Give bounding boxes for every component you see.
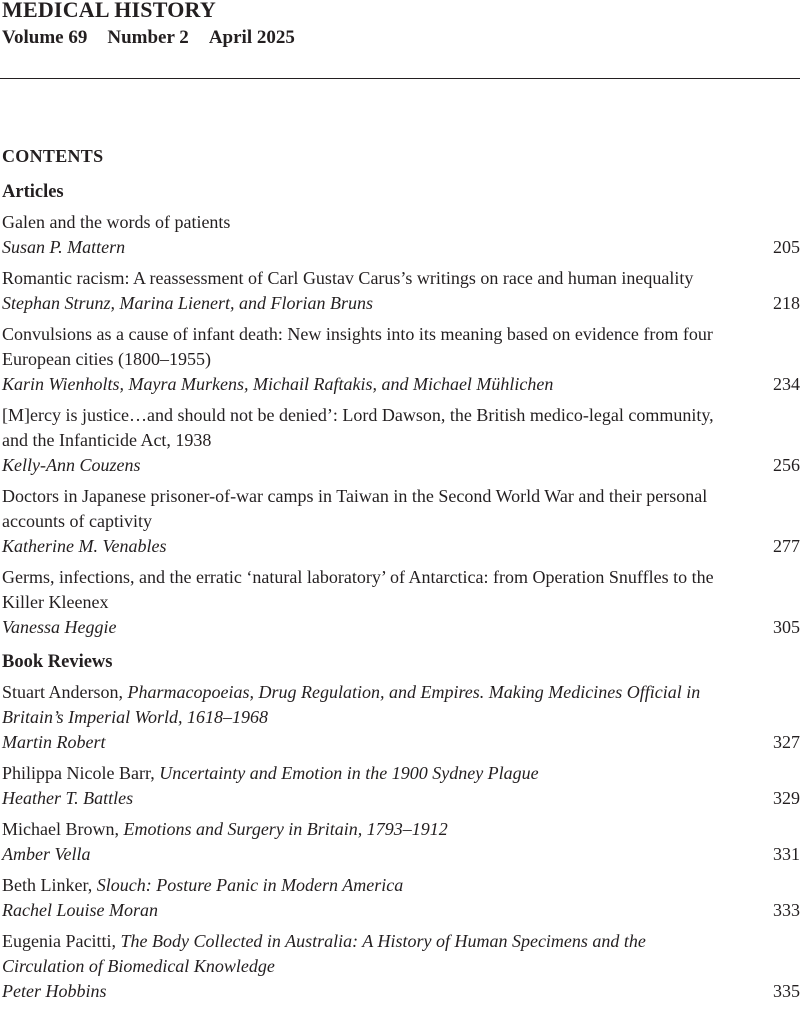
- review-entry[interactable]: [2, 761, 800, 811]
- article-title[interactable]: Romantic racism: A reassessment of Carl Gustav Carus’s writings on race and human inequality: [2, 268, 694, 288]
- page-number: 256: [773, 455, 800, 475]
- article-title[interactable]: Convulsions as a cause of infant death: New insights into its meaning based on evidence from four European cities (1800–1955): [2, 324, 713, 369]
- review-title[interactable]: [2, 817, 800, 842]
- book-author: Beth Linker,: [2, 875, 93, 895]
- article-authors: Susan P. Mattern: [2, 237, 126, 257]
- article-authors: Karin Wienholts, Mayra Murkens, Michail Raftakis, and Michael Mühlichen: [2, 374, 554, 394]
- contents-heading: CONTENTS: [2, 146, 104, 166]
- reviewer: Peter Hobbins: [2, 981, 107, 1001]
- page-number: 327: [773, 732, 800, 752]
- reviewer: Martin Robert: [2, 732, 106, 752]
- article-authors: Stephan Strunz, Marina Lienert, and Florian Bruns: [2, 293, 374, 313]
- number-label: Number 2: [107, 27, 189, 48]
- article-title[interactable]: [M]ercy is justice…and should not be denied’: Lord Dawson, the British medico-legal community, and the Infanticide Act, 1938: [2, 405, 714, 450]
- issue-info: [2, 27, 315, 49]
- article-entry[interactable]: [2, 322, 800, 397]
- book-title: Emotions and Surgery in Britain, 1793–1912: [123, 819, 448, 839]
- review-entry[interactable]: [2, 817, 800, 867]
- journal-title: MEDICAL HISTORY: [2, 0, 216, 22]
- reviewer: Rachel Louise Moran: [2, 900, 158, 920]
- review-entry[interactable]: [2, 929, 800, 1004]
- page-number: 331: [773, 844, 800, 864]
- article-entry[interactable]: [2, 210, 800, 260]
- page-number: 234: [773, 374, 800, 394]
- article-title[interactable]: Germs, infections, and the erratic ‘natural laboratory’ of Antarctica: from Operation Snuffles to the Killer Kleenex: [2, 567, 714, 612]
- book-title: The Body Collected in Australia: A History of Human Specimens and the Circulation of Biomedical Knowledge: [2, 931, 646, 976]
- page-number: 205: [773, 237, 800, 257]
- book-title: Slouch: Posture Panic in Modern America: [96, 875, 404, 895]
- page-number: 218: [773, 293, 800, 313]
- article-entry[interactable]: [2, 565, 800, 640]
- article-authors: Vanessa Heggie: [2, 617, 117, 637]
- reviewer: Heather T. Battles: [2, 788, 134, 808]
- review-title[interactable]: [2, 873, 800, 898]
- book-author: Eugenia Pacitti,: [2, 931, 116, 951]
- page-number: 333: [773, 900, 800, 920]
- page-number: 277: [773, 536, 800, 556]
- review-entry[interactable]: [2, 873, 800, 923]
- review-entry[interactable]: [2, 680, 800, 755]
- articles-heading: Articles: [2, 182, 64, 202]
- article-authors: Kelly-Ann Couzens: [2, 455, 141, 475]
- book-reviews-heading: Book Reviews: [2, 652, 113, 672]
- book-title: Pharmacopoeias, Drug Regulation, and Empires. Making Medicines Official in Britain’s Imperial World, 1618–1968: [2, 682, 701, 727]
- article-entry[interactable]: [2, 403, 800, 478]
- table-of-contents: [2, 180, 800, 1010]
- page-number: 329: [773, 788, 800, 808]
- book-title: Uncertainty and Emotion in the 1900 Sydney Plague: [159, 763, 539, 783]
- article-title[interactable]: Doctors in Japanese prisoner-of-war camps in Taiwan in the Second World War and their personal accounts of captivity: [2, 486, 708, 531]
- book-author: Michael Brown,: [2, 819, 119, 839]
- review-title[interactable]: [2, 680, 800, 730]
- date-label: April 2025: [208, 27, 295, 48]
- page-number: 335: [773, 981, 800, 1001]
- header-divider: [0, 78, 800, 79]
- article-title[interactable]: Galen and the words of patients: [2, 212, 231, 232]
- book-author: Stuart Anderson,: [2, 682, 123, 702]
- review-title[interactable]: [2, 929, 800, 979]
- book-author: Philippa Nicole Barr,: [2, 763, 155, 783]
- review-title[interactable]: [2, 761, 800, 786]
- reviewer: Amber Vella: [2, 844, 91, 864]
- article-entry[interactable]: [2, 266, 800, 316]
- article-authors: Katherine M. Venables: [2, 536, 167, 556]
- volume-label: Volume 69: [2, 27, 88, 48]
- article-entry[interactable]: [2, 484, 800, 559]
- page-number: 305: [773, 617, 800, 637]
